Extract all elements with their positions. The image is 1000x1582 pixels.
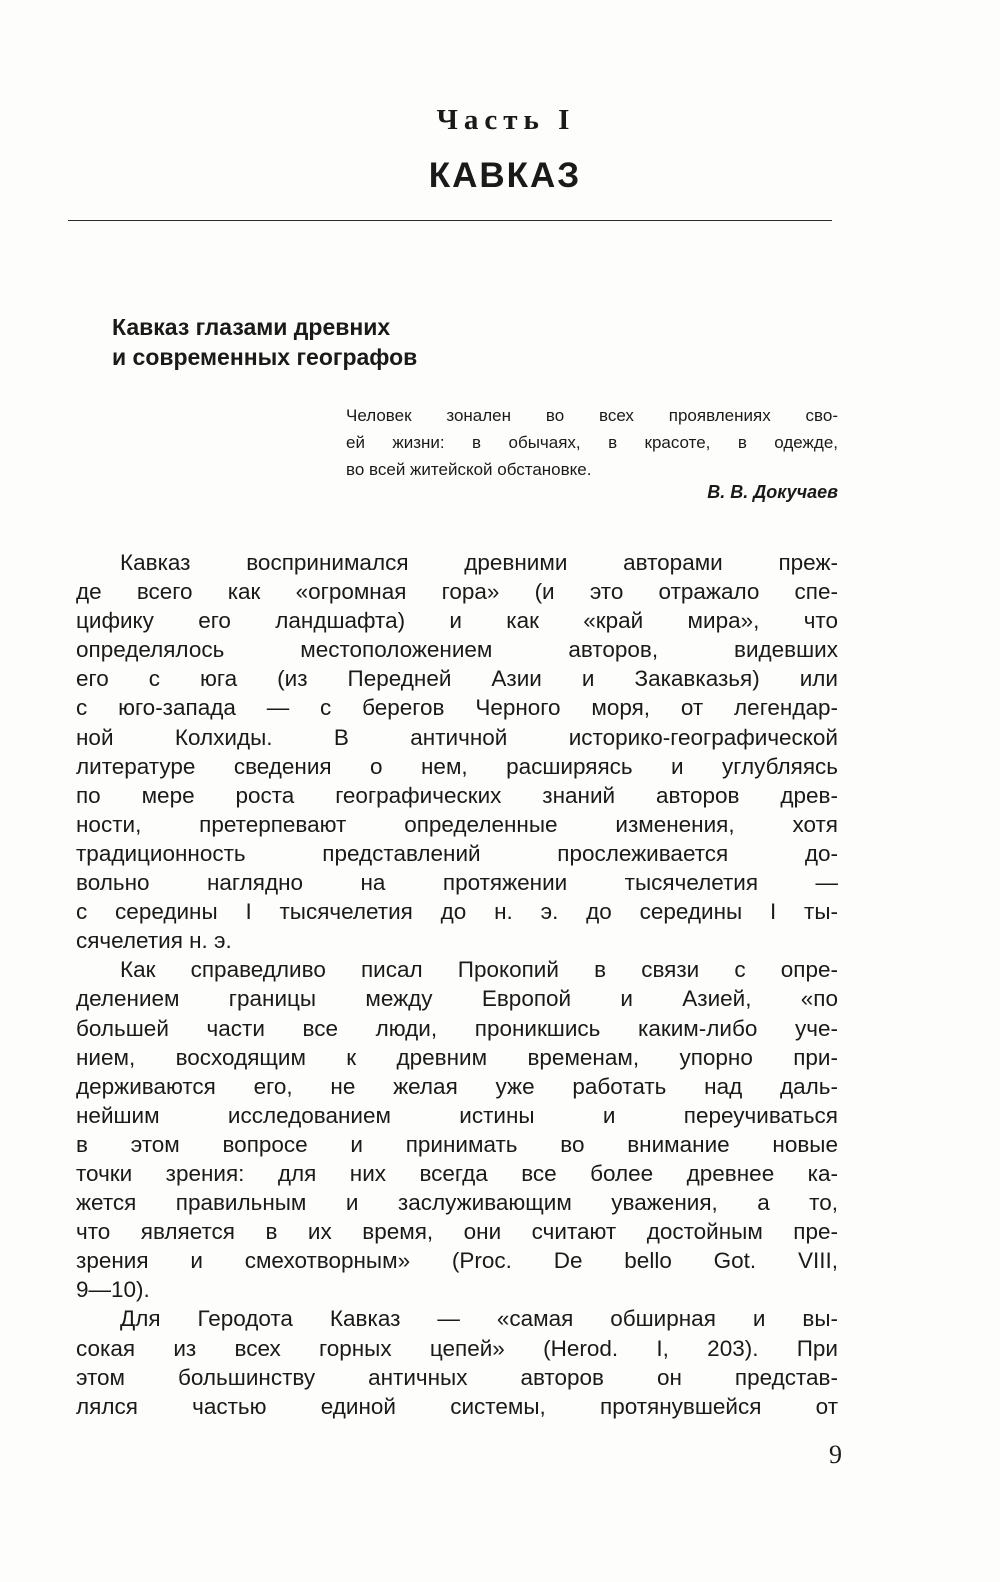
epigraph [346,402,838,483]
epigraph-line: Человек зонален во всех проявлениях сво- [346,406,838,425]
body-line: что является в их время, они считают достойным пре- [76,1219,838,1245]
body-line: 9—10). [76,1277,150,1303]
section-title-line: Кавказ глазами древних [112,314,391,340]
section-title [112,312,612,372]
part-title: КАВКАЗ [428,156,582,195]
body-line: нейшим исследованием истины и переучиваться [76,1102,838,1128]
body-line: ной Колхиды. В античной историко-географической [76,724,838,750]
body-line: сячелетия н. э. [76,928,232,954]
body-line: зрения и смехотворным» (Proc. De bello Got. VIII, [76,1248,838,1274]
body-line: Как справедливо писал Прокопий в связи с опре- [120,957,838,983]
body-line: с середины I тысячелетия до н. э. до середины I ты- [76,899,838,925]
body-line: Для Геродота Кавказ — «самая обширная и вы- [120,1306,838,1332]
part-label: Часть I [436,104,576,136]
body-line: держиваются его, не желая уже работать над даль- [76,1073,838,1099]
body-line: ности, претерпевают определенные изменения, хотя [76,811,838,837]
body-line: Кавказ воспринимался древними авторами преж- [120,550,838,575]
body-line: этом большинству античных авторов он представ- [76,1364,838,1390]
body-line: по мере роста географических знаний авторов древ- [76,782,838,808]
section-title-line: и современных географов [112,344,418,370]
page-number: 9 [829,1440,842,1469]
body-line: его с юга (из Передней Азии и Закавказья) или [76,666,838,692]
body-line: жется правильным и заслуживающим уважения, а то, [76,1190,838,1216]
body-line: традиционность представлений прослеживается до- [76,840,838,866]
body-line: определялось местоположением авторов, видевших [76,637,838,663]
body-line: вольно наглядно на протяжении тысячелетия — [76,870,838,896]
body-line: литературе сведения о нем, расширяясь и углубляясь [76,753,838,779]
body-line: сокая из всех горных цепей» (Herod. I, 203). При [76,1335,838,1361]
body-line: де всего как «огромная гора» (и это отражало спе- [76,579,838,605]
body-text [76,548,838,1421]
epigraph-line: ей жизни: в обычаях, в красоте, в одежде, [346,433,838,452]
body-line: делением границы между Европой и Азией, «по [76,986,838,1012]
body-line: точки зрения: для них всегда все более древнее ка- [76,1160,838,1186]
body-line: большей части все люди, проникшись каким-либо уче- [76,1015,838,1041]
body-line: в этом вопросе и принимать во внимание новые [76,1131,838,1157]
epigraph-line: во всей житейской обстановке. [346,460,592,479]
body-line: цифику его ландшафта) и как «край мира», что [76,608,838,634]
epigraph-author: В. В. Докучаев [707,482,838,502]
body-line: лялся частью единой системы, протянувшейся от [76,1393,838,1419]
body-line: нием, восходящим к древним временам, упорно при- [76,1044,838,1070]
body-line: с юго-запада — с берегов Черного моря, от легендар- [76,695,838,721]
divider-rule [68,220,832,221]
